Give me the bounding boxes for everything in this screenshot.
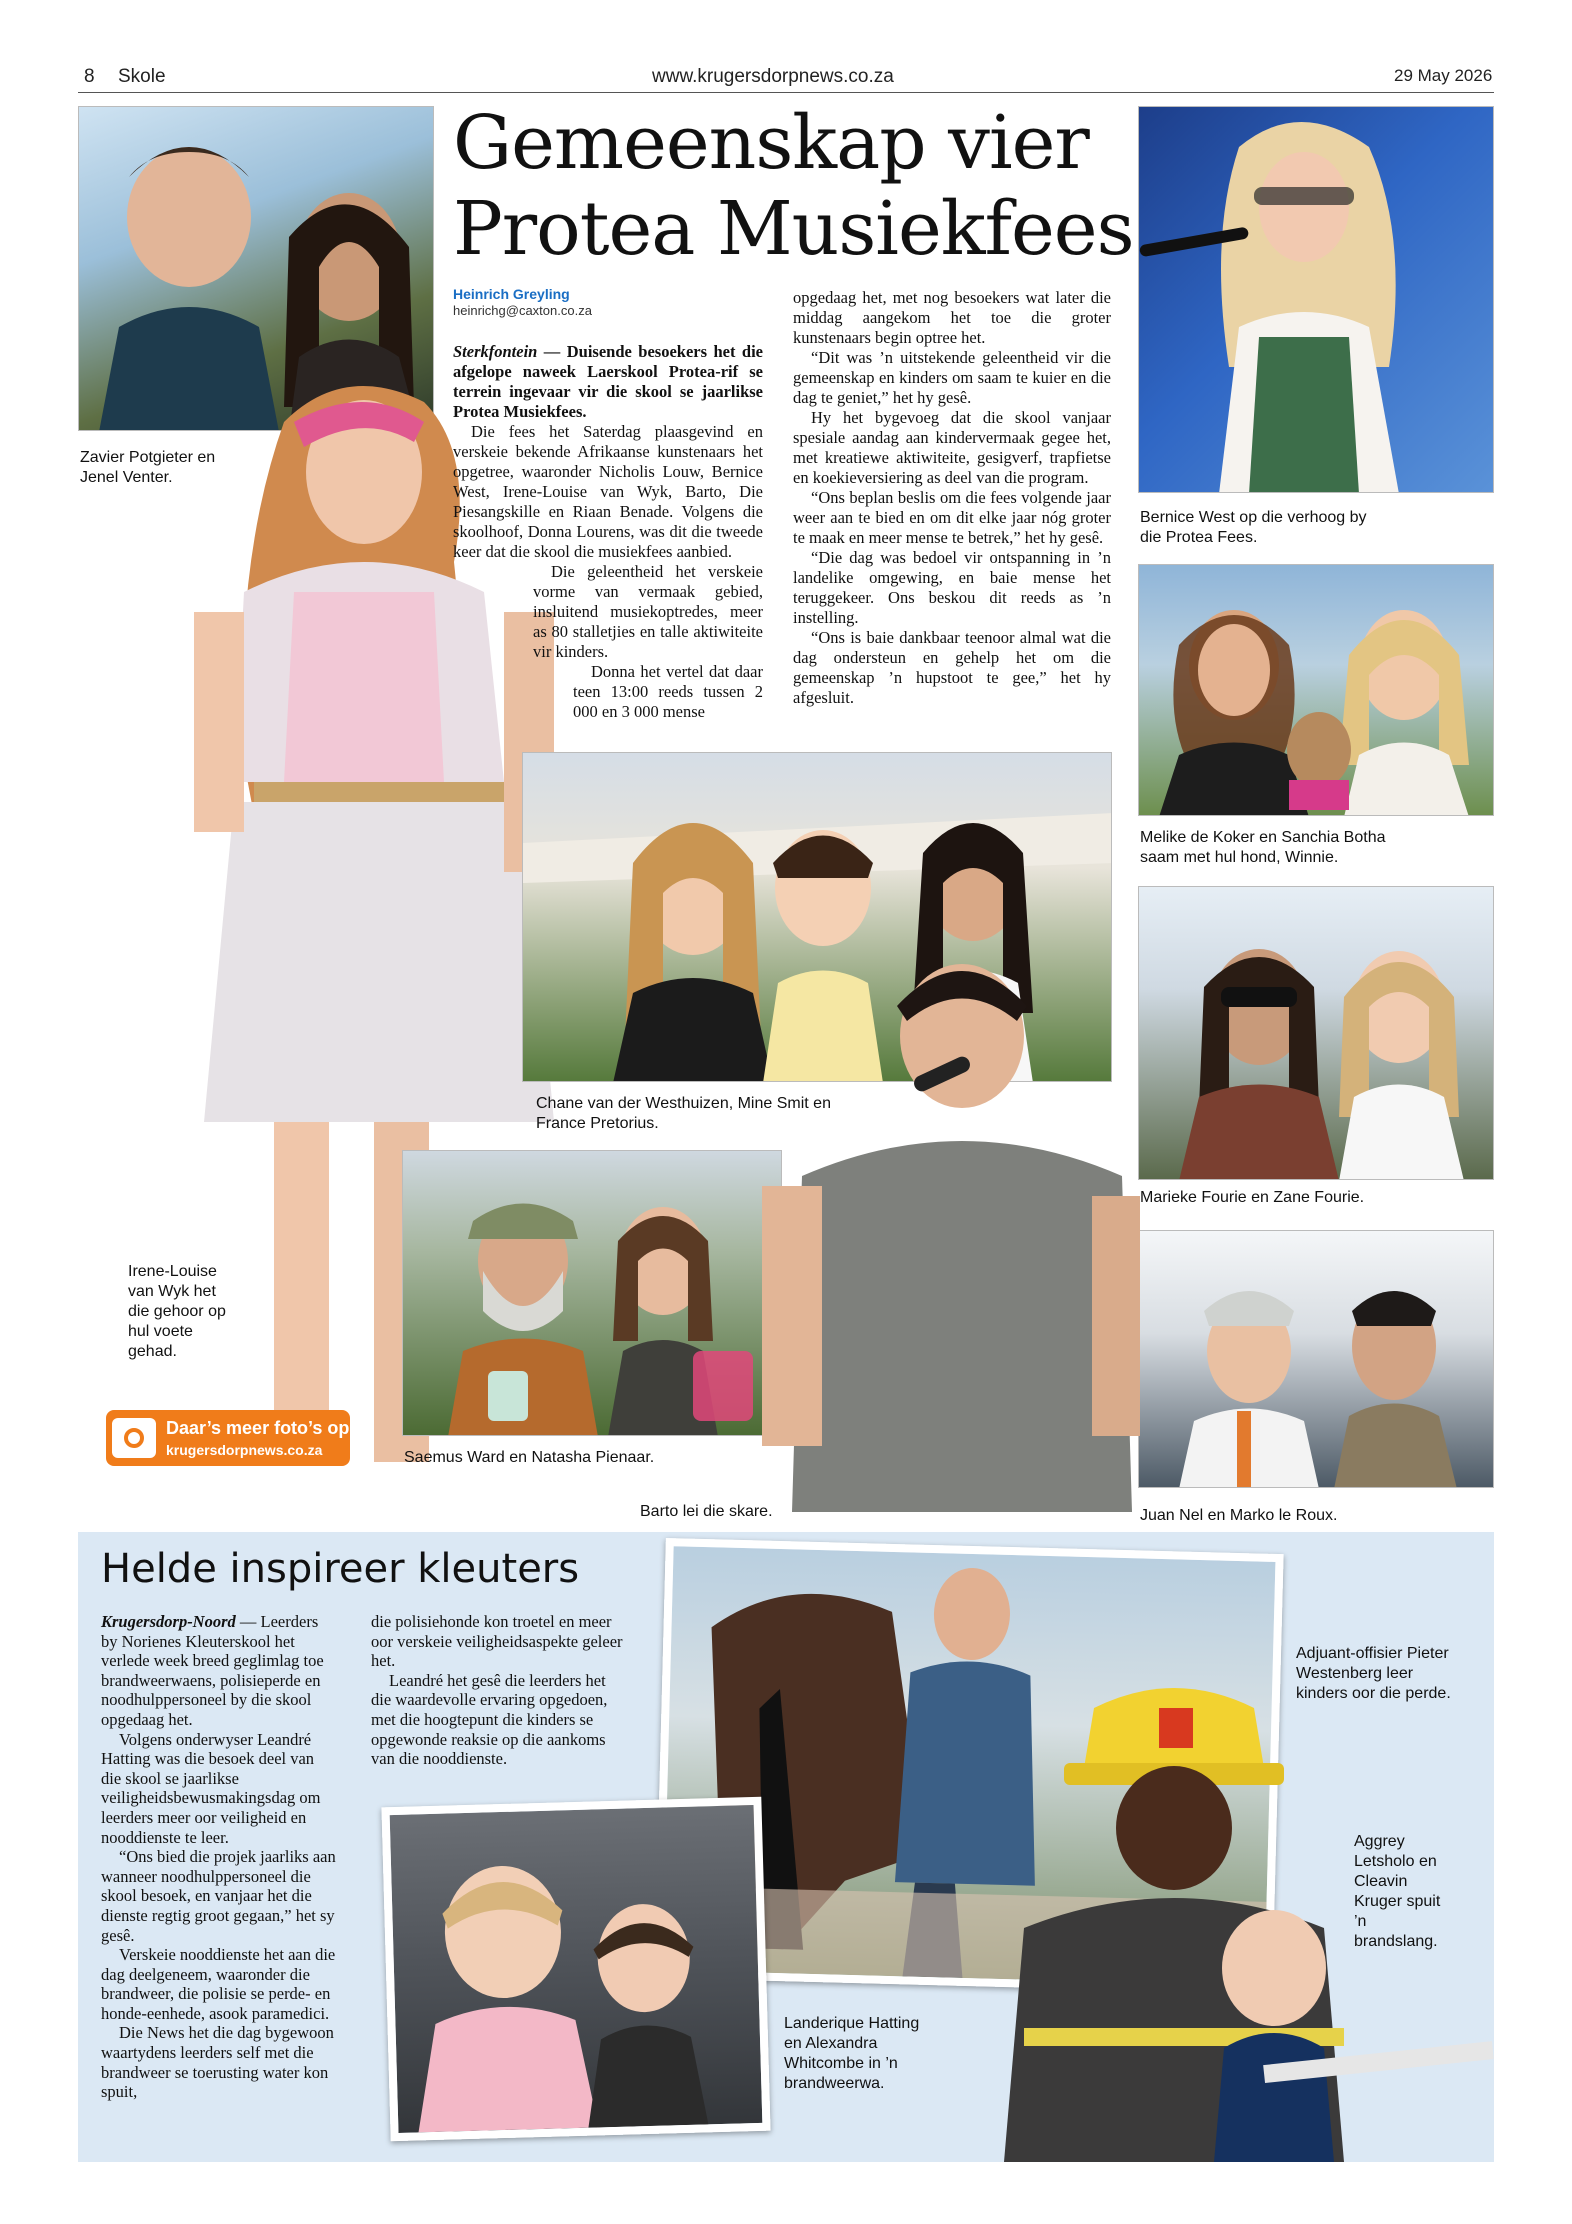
dateline: Sterkfontein [453,342,538,361]
second-story-headline: Helde inspireer kleuters [101,1546,580,1592]
photo-bernice-west [1138,106,1494,493]
story-paragraph: Die geleentheid het verskeie vorme van vermaak gebied, insluitend musiekoptredes, meer as 80 stalletjies en talle aktiwiteite vir kinders. [533,562,763,661]
photo-marieke-zane [1138,886,1494,1180]
more-photos-promo[interactable] [106,1410,350,1466]
story-paragraph: opgedaag het, met nog besoekers wat later die middag aangekom het toe die groter kunstenaars begin optree het. [793,288,1111,347]
caption-saemus: Saemus Ward en Natasha Pienaar. [404,1449,655,1466]
story-paragraph: “Die dag was bedoel vir ontspanning in ’n landelike omgewing, en baie mense het teruggekeer. Ons beskou dit reeds as ’n instelling. [793,548,1111,627]
lead-paragraph: — Duisende besoekers het die afgelope naweek Laerskool Protea-rif se terrein ingevaar vir die skool se jaarlikse Protea Musiekfees. [453,342,763,421]
photo-saemus-natasha [402,1150,782,1436]
photo-landerique-alexandra [381,1797,770,2141]
caption-barto: Barto lei die skare. [640,1503,773,1520]
caption-landerique: Landerique Hatting en Alexandra Whitcombe in ’n brandweerwa. [784,2015,920,2092]
caption-juan: Juan Nel en Marko le Roux. [1140,1507,1338,1524]
second-paragraph: Die News het die dag bygewoon waartydens leerders self met die brandweer se toerusting water kon spuit, [101,2023,334,2102]
caption-irene: Irene-Louise van Wyk het die gehoor op hul voete gehad. [128,1263,226,1360]
byline-email[interactable]: heinrichg@caxton.co.za [453,303,592,318]
second-paragraph: Verskeie nooddienste het aan die dag deelgeneem, waaronder die brandweer, die polisie se perde- en honde-eenhede, asook paramedici. [101,1945,336,2023]
byline-name: Heinrich Greyling [453,286,570,302]
photo-juan-marko [1138,1230,1494,1488]
story-paragraph: “Ons is baie dankbaar teenoor almal wat die dag ondersteun en gehelp het om die gemeenskap ’n hupstoot te gee,” het hy afgesluit. [793,628,1111,707]
story-paragraph: “Ons beplan beslis om die fees volgende jaar weer aan te bied en om dit elke jaar nóg groter te maak en meer mense te betrek,” het hy gesê. [793,488,1111,547]
photo-barto-cutout [762,926,1142,1512]
second-paragraph: Volgens onderwyser Leandré Hatting was die besoek deel van die skool se jaarlikse veiligheidsbewusmakingsdag om leerders meer oor veiligheid en nooddienste te leer. [101,1729,321,1847]
promo-url[interactable]: krugersdorpnews.co.za [166,1442,323,1458]
second-dateline: Krugersdorp-Noord [101,1612,236,1631]
caption-zavier: Zavier Potgieter en Jenel Venter. [80,449,216,486]
story-column-1 [453,342,763,722]
header-rule [78,92,1494,93]
second-paragraph: “Ons bied die projek jaarliks aan wanneer noodhulppersoneel die skool besoek, en vanjaar het die dienste regtig groot gegaan,” het sy gesê. [101,1847,336,1945]
story-paragraph: Donna het vertel dat daar teen 13:00 reeds tussen 2 000 en 3 000 mense [573,662,763,721]
caption-pieter: Adjuant-offisier Pieter Westenberg leer kinders oor die perde. [1296,1645,1451,1702]
caption-chane: Chane van der Westhuizen, Mine Smit en France Pretorius. [536,1095,831,1132]
second-paragraph: Leandré het gesê die leerders het die waardevolle ervaring opgedoen, met die hoogtepunt die kinders se opgewonde reaksie op die aankoms van die nooddienste. [371,1670,608,1769]
story-paragraph: “Dit was ’n uitstekende geleentheid vir die gemeenskap en kinders om saam te kuier en die dag te geniet,” het hy gesê. [793,348,1111,407]
caption-marieke: Marieke Fourie en Zane Fourie. [1140,1189,1365,1206]
website-url[interactable]: www.krugersdorpnews.co.za [652,66,894,87]
page-number: 8 [84,66,95,87]
caption-melike: Melike de Koker en Sanchia Botha saam met hul hond, Winnie. [1140,829,1386,866]
story-paragraph: Hy het bygevoeg dat die skool vanjaar spesiale aandag aan kindervermaak gegee het, met kreatiewe aktiwiteite, gesigverf, trapfietse en koekieversiering as deel van die program. [793,408,1111,487]
story-column-2 [793,288,1111,708]
second-paragraph: die polisiehonde kon troetel en meer oor verskeie veiligheidsaspekte geleer het. [371,1612,623,1671]
headline-line2: Protea Musiekfees [453,186,1134,272]
issue-date: 29 May 2026 [1394,66,1493,85]
second-story-column-1 [101,1612,337,2102]
headline-line1: Gemeenskap vier [453,100,1089,186]
photo-melike-sanchia [1138,564,1494,816]
main-headline [453,100,1134,272]
second-paragraph: — Leerders by Norienes Kleuterskool het verlede week breed geglimlag toe brandweerwaens, polisieperde en noodhulppersoneel by die skool opgedaag het. [101,1612,324,1729]
promo-line1: Daar’s meer foto’s op [166,1418,350,1438]
caption-aggrey: Aggrey Letsholo en Cleavin Kruger spuit ’n brandslang. [1354,1833,1441,1950]
story-paragraph: Die fees het Saterdag plaasgevind en verskeie bekende Afrikaanse kunstenaars het opgetree, waaronder Nicholis Louw, Bernice West, Irene-Louise van Wyk, Barto, Die Piesangskille en Riaan Benade. Volgens die skoolhoof, Donna Lourens, was dit die tweede keer dat die skool die musiekfees aanbied. [453,422,763,561]
camera-icon [112,1418,156,1458]
section-name: Skole [118,66,166,87]
second-story-column-2 [371,1612,623,1769]
caption-bernice: Bernice West op die verhoog by die Protea Fees. [1140,509,1367,546]
